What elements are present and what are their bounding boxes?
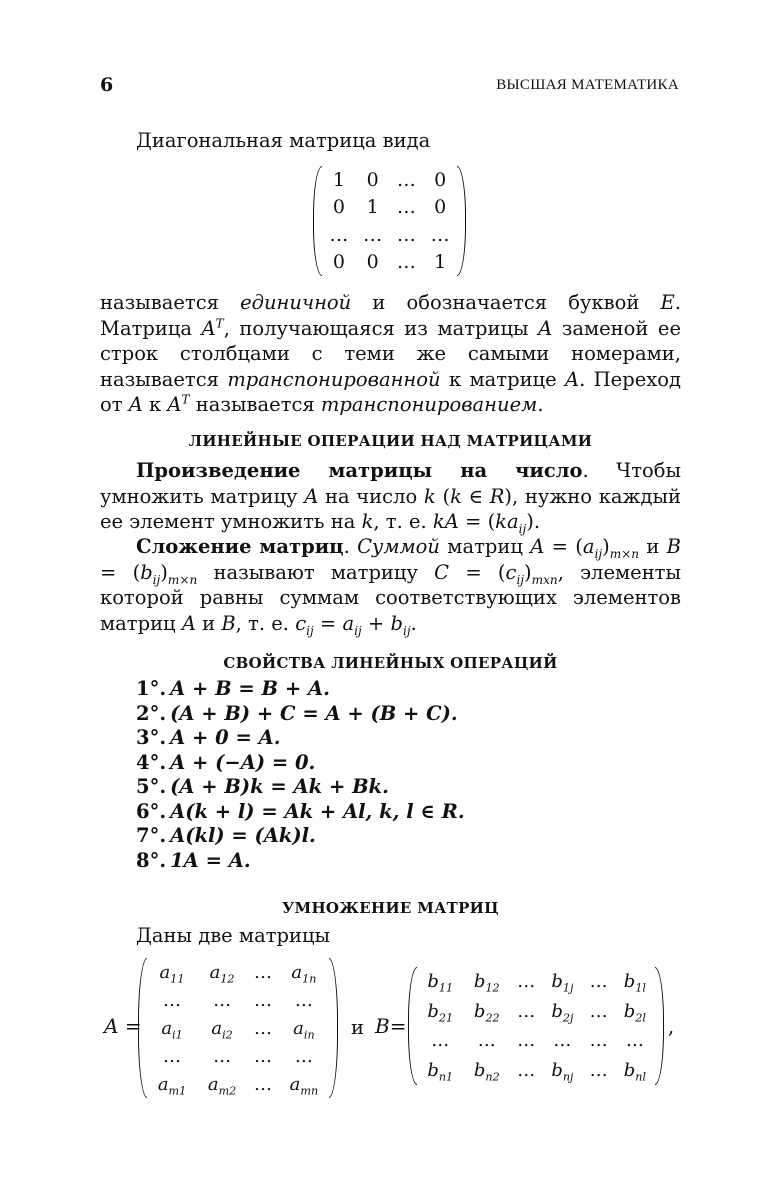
- subscript: ij: [518, 522, 527, 537]
- subscript: ij: [306, 623, 314, 638]
- cell-base: …: [553, 1030, 572, 1052]
- text: ): [524, 560, 532, 584]
- symbol: a: [342, 611, 355, 635]
- symbol: k: [361, 510, 374, 534]
- matrix-cell: [197, 958, 247, 986]
- matrix-cell: …: [396, 251, 416, 274]
- property-item: [136, 726, 465, 751]
- matrix-row: [417, 997, 655, 1027]
- matrix-cell: [279, 1014, 329, 1042]
- matrix-cell: [147, 1042, 197, 1070]
- matrix-cell: [615, 967, 655, 997]
- property-item: [136, 677, 465, 702]
- symbol: A: [167, 393, 182, 417]
- cell-index: m1: [168, 1084, 187, 1098]
- cell-base: a: [289, 1073, 301, 1095]
- matrix-cell: [582, 1056, 614, 1086]
- text: = (: [449, 560, 506, 584]
- matrix-cell: [615, 997, 655, 1027]
- symbol: A: [538, 316, 553, 340]
- matrix-a: [138, 958, 338, 1098]
- text: ), нужно каждый ее элемент умножить на: [100, 484, 682, 534]
- text: ∈: [461, 484, 490, 508]
- symbol: A: [128, 393, 143, 417]
- cell-base: …: [589, 1000, 608, 1022]
- symbol: B: [221, 611, 236, 635]
- term-transposition: транспонированием: [320, 393, 538, 417]
- matrix-row: [147, 1014, 329, 1042]
- text: заменой ее строк столбцами с теми же самыми номерами, называется: [100, 316, 681, 391]
- matrix-cell: [464, 1026, 511, 1056]
- cell-base: a: [293, 1017, 304, 1039]
- cell-base: …: [589, 1059, 608, 1081]
- cell-index: i1: [172, 1028, 183, 1042]
- property-item: [136, 800, 465, 825]
- running-title: ВЫСШАЯ МАТЕМАТИКА: [496, 77, 679, 93]
- matrix-cell: …: [396, 168, 416, 191]
- subscript: m×n: [167, 572, 198, 587]
- cell-index: 2j: [562, 1011, 574, 1025]
- property-item: [136, 751, 465, 776]
- matrix-cell: …: [329, 223, 349, 246]
- page-number: 6: [100, 74, 114, 96]
- cell-index: m2: [218, 1084, 237, 1098]
- cell-index: i2: [222, 1028, 233, 1042]
- equals-sign: =: [124, 1014, 142, 1038]
- symbol: kA: [432, 510, 459, 534]
- property-number: 5°.: [136, 775, 167, 798]
- symbol: b: [140, 560, 153, 584]
- matrix-cell: [582, 997, 614, 1027]
- matrix-cell: [510, 967, 542, 997]
- text: ).: [526, 510, 541, 534]
- cell-index: n2: [485, 1070, 500, 1084]
- property-number: 7°.: [136, 824, 167, 847]
- cell-index: 11: [170, 972, 185, 986]
- term-transposed: транспонированной: [227, 367, 441, 391]
- cell-base: b: [551, 1000, 563, 1022]
- cell-base: …: [517, 1030, 536, 1052]
- identity-matrix: [313, 166, 466, 276]
- text: +: [361, 611, 391, 635]
- bold-term: Сложение матриц: [136, 535, 344, 558]
- text: ): [602, 535, 610, 558]
- cell-index: 12: [220, 972, 235, 986]
- text: на число: [318, 484, 424, 508]
- text: , получающаяся из матрицы: [223, 316, 539, 340]
- text: = (: [544, 535, 583, 558]
- cell-base: …: [213, 1045, 232, 1067]
- property-item: [136, 849, 465, 874]
- text: и: [639, 535, 667, 558]
- symbol: B: [666, 535, 682, 558]
- matrix-cell: [197, 986, 247, 1014]
- property-formula: A + B = B + A.: [170, 677, 330, 700]
- property-formula: (A + B) + C = A + (B + C).: [170, 701, 458, 725]
- cell-base: …: [625, 1030, 644, 1052]
- symbol: A: [565, 367, 580, 391]
- text: . Чтобы умножить матрицу: [100, 459, 682, 508]
- matrix-cell: [197, 1070, 247, 1098]
- paragraph-identity-transpose: [100, 290, 681, 418]
- term-identity: единичной: [240, 291, 352, 314]
- cell-base: …: [517, 1059, 536, 1081]
- cell-index: 1l: [635, 981, 646, 995]
- property-item: [136, 824, 465, 849]
- matrix-row: [147, 986, 329, 1014]
- text: к матрице: [440, 367, 566, 391]
- text: называется: [189, 393, 321, 417]
- identity-matrix-table: [322, 166, 457, 276]
- matrix-row: [322, 221, 457, 249]
- matrix-cell: …: [396, 196, 416, 219]
- cell-base: …: [253, 1017, 272, 1039]
- cell-base: …: [477, 1030, 496, 1052]
- bold-term: Произведение матрицы на число: [136, 459, 583, 482]
- symbol: k: [423, 484, 436, 508]
- matrix-b: [408, 967, 664, 1085]
- text: называется: [100, 291, 241, 314]
- text: к: [142, 393, 168, 417]
- matrix-row: [417, 1056, 655, 1086]
- cell-base: …: [294, 989, 313, 1011]
- term-sum: Суммой: [357, 535, 440, 558]
- matrix-cell: [510, 997, 542, 1027]
- property-number: 2°.: [136, 701, 167, 725]
- matrix-cell: [279, 1042, 329, 1070]
- matrix-row: [147, 1042, 329, 1070]
- matrix-cell: [510, 1026, 542, 1056]
- superscript: T: [181, 392, 190, 407]
- subscript: ij: [152, 572, 161, 587]
- equals-sign: =: [389, 1014, 407, 1038]
- cell-index: in: [303, 1028, 315, 1042]
- matrix-cell: [615, 1056, 655, 1086]
- matrix-row: [417, 967, 655, 997]
- matrix-cell: [147, 1014, 197, 1042]
- text: .: [410, 611, 417, 635]
- symbol: A: [201, 316, 216, 340]
- cell-base: b: [623, 1000, 636, 1022]
- matrix-cell: [542, 997, 582, 1027]
- conjunction: и: [351, 1016, 364, 1039]
- cell-base: …: [163, 989, 182, 1011]
- text: и обозначается буквой: [351, 291, 661, 314]
- cell-base: …: [253, 1073, 272, 1095]
- matrix-b-table: [417, 967, 655, 1085]
- cell-base: …: [163, 1045, 182, 1067]
- cell-base: …: [294, 1045, 313, 1067]
- right-paren: [457, 166, 466, 276]
- matrix-cell: [197, 1042, 247, 1070]
- left-paren: [408, 967, 417, 1085]
- section-heading-properties: СВОЙСТВА ЛИНЕЙНЫХ ОПЕРАЦИЙ: [223, 654, 558, 672]
- cell-base: b: [623, 971, 636, 993]
- matrix-cell: [542, 967, 582, 997]
- matrix-row: [322, 249, 457, 277]
- left-paren: [138, 958, 147, 1098]
- symbol: C: [434, 560, 450, 584]
- matrix-cell: …: [363, 223, 383, 246]
- cell-base: …: [431, 1030, 450, 1052]
- superscript: T: [215, 316, 224, 331]
- intro-text: Диагональная матрица вида: [136, 129, 431, 152]
- property-formula: A(kl) = (Ak)l.: [170, 824, 316, 847]
- text: ): [160, 560, 168, 584]
- paragraph-matrix-addition: [100, 534, 681, 636]
- symbol: A: [530, 535, 545, 558]
- properties-list: [136, 677, 465, 873]
- symbol: c: [505, 560, 517, 584]
- matrix-cell: [542, 1056, 582, 1086]
- matrix-cell: [279, 1070, 329, 1098]
- cell-base: a: [161, 1017, 173, 1039]
- cell-base: b: [473, 1000, 486, 1022]
- cell-index: 21: [438, 1011, 454, 1025]
- matrix-cell: 0: [434, 168, 447, 191]
- cell-base: a: [159, 961, 171, 983]
- cell-index: 12: [485, 981, 500, 995]
- symbol: E: [660, 291, 675, 314]
- subscript: ij: [594, 546, 603, 561]
- matrix-cell: [464, 997, 511, 1027]
- matrix-cell: 1: [366, 196, 379, 219]
- text: = (: [100, 560, 141, 584]
- matrix-cell: [279, 986, 329, 1014]
- paragraph-given-matrices: Даны две матрицы: [136, 924, 331, 947]
- subscript: ij: [354, 623, 362, 638]
- text: и: [195, 611, 222, 635]
- matrix-cell: [147, 1070, 197, 1098]
- matrix-cell: [417, 1026, 464, 1056]
- trailing-comma: ,: [668, 1015, 675, 1038]
- matrix-row: [322, 166, 457, 194]
- subscript: ij: [516, 572, 525, 587]
- matrix-cell: [417, 967, 464, 997]
- property-formula: A(k + l) = Ak + Al, k, l ∈ R.: [170, 799, 465, 823]
- cell-base: …: [253, 1045, 272, 1067]
- cell-index: n1: [438, 1070, 454, 1084]
- cell-base: b: [551, 1059, 563, 1081]
- matrix-cell: [247, 1014, 279, 1042]
- property-item: [136, 702, 465, 727]
- text: называют матрицу: [197, 560, 435, 584]
- matrix-cell: [464, 967, 511, 997]
- symbol: B: [375, 1014, 390, 1038]
- property-number: 8°.: [136, 848, 167, 872]
- property-formula: A + 0 = A.: [170, 726, 281, 749]
- cell-base: b: [473, 1059, 486, 1081]
- text: . Переход от: [100, 367, 681, 417]
- text: .: [343, 535, 358, 558]
- matrix-cell: [279, 958, 329, 986]
- matrix-cell: [247, 1070, 279, 1098]
- cell-index: 1n: [302, 972, 317, 986]
- cell-base: …: [589, 971, 608, 993]
- cell-base: a: [209, 961, 221, 983]
- section-heading-multiplication: УМНОЖЕНИЕ МАТРИЦ: [282, 899, 499, 917]
- subscript: ij: [402, 623, 411, 638]
- property-number: 6°.: [136, 799, 167, 823]
- property-number: 1°.: [136, 677, 167, 700]
- text: (: [435, 484, 451, 508]
- cell-index: mn: [300, 1084, 319, 1098]
- symbol: a: [582, 535, 595, 558]
- matrix-cell: [197, 1014, 247, 1042]
- matrix-cell: [147, 986, 197, 1014]
- subscript: m×n: [609, 546, 640, 561]
- matrix-row: [322, 194, 457, 222]
- cell-base: b: [427, 971, 439, 993]
- text: . Матрица: [100, 291, 681, 340]
- matrix-a-label: [104, 1014, 142, 1038]
- property-formula: 1A = A.: [170, 848, 251, 872]
- matrix-cell: 0: [434, 196, 447, 219]
- matrix-cell: 0: [366, 168, 379, 191]
- cell-base: a: [157, 1073, 169, 1095]
- matrix-row: [147, 958, 329, 986]
- cell-base: b: [623, 1059, 636, 1081]
- matrix-cell: 1: [434, 251, 447, 274]
- cell-base: …: [213, 989, 232, 1011]
- symbol: A: [104, 1014, 119, 1038]
- right-paren: [329, 958, 338, 1098]
- text: , элементы которой равны суммам соответствующих элементов матриц: [100, 560, 681, 635]
- cell-base: a: [291, 961, 303, 983]
- cell-base: b: [551, 971, 563, 993]
- cell-base: …: [589, 1030, 608, 1052]
- cell-base: …: [253, 989, 272, 1011]
- cell-index: nj: [562, 1070, 574, 1084]
- matrix-cell: [417, 1056, 464, 1086]
- matrix-cell: [417, 997, 464, 1027]
- symbol: c: [295, 611, 307, 635]
- matrix-cell: [247, 986, 279, 1014]
- cell-base: b: [427, 1000, 439, 1022]
- paragraph-scalar-multiplication: [100, 458, 681, 535]
- matrix-cell: [615, 1026, 655, 1056]
- text: матриц: [439, 535, 531, 558]
- text: , т. е.: [373, 510, 433, 534]
- cell-index: 2l: [635, 1011, 646, 1025]
- symbol: A: [181, 611, 196, 635]
- cell-base: …: [517, 1000, 536, 1022]
- matrix-cell: …: [430, 223, 450, 246]
- cell-index: 1j: [562, 981, 574, 995]
- matrix-row: [417, 1026, 655, 1056]
- left-paren: [313, 166, 322, 276]
- matrix-cell: [582, 967, 614, 997]
- matrix-cell: [464, 1056, 511, 1086]
- text: =: [313, 611, 343, 635]
- property-formula: (A + B)k = Ak + Bk.: [170, 775, 389, 798]
- symbol: ka: [495, 510, 519, 534]
- text: .: [537, 393, 544, 417]
- cell-base: b: [473, 971, 486, 993]
- cell-base: …: [253, 961, 272, 983]
- matrix-b-label: [375, 1014, 406, 1038]
- symbol: R: [489, 484, 505, 508]
- subscript: mxn: [531, 572, 558, 587]
- right-paren: [655, 967, 664, 1085]
- symbol: A: [304, 484, 319, 508]
- matrix-cell: [542, 1026, 582, 1056]
- section-heading-linear-operations: ЛИНЕЙНЫЕ ОПЕРАЦИИ НАД МАТРИЦАМИ: [188, 432, 593, 450]
- matrix-cell: [147, 958, 197, 986]
- matrix-cell: 1: [332, 168, 345, 191]
- matrix-a-table: [147, 958, 329, 1098]
- property-number: 3°.: [136, 726, 167, 749]
- matrix-cell: [582, 1026, 614, 1056]
- matrix-cell: …: [396, 223, 416, 246]
- property-formula: A + (−A) = 0.: [170, 750, 316, 774]
- matrix-cell: [247, 1042, 279, 1070]
- matrix-cell: 0: [332, 196, 345, 219]
- property-number: 4°.: [136, 750, 167, 774]
- cell-base: a: [211, 1017, 223, 1039]
- matrix-cell: 0: [366, 251, 379, 274]
- matrix-cell: [510, 1056, 542, 1086]
- text: = (: [458, 510, 496, 534]
- symbol: k: [450, 484, 462, 508]
- text: , т. е.: [235, 611, 296, 635]
- matrix-cell: 0: [332, 251, 345, 274]
- matrix-cell: [247, 958, 279, 986]
- cell-index: 11: [438, 981, 454, 995]
- cell-base: b: [427, 1059, 439, 1081]
- symbol: b: [390, 611, 403, 635]
- cell-index: 22: [485, 1011, 500, 1025]
- cell-base: …: [517, 971, 536, 993]
- cell-index: nl: [635, 1070, 647, 1084]
- cell-base: a: [207, 1073, 219, 1095]
- matrix-row: [147, 1070, 329, 1098]
- property-item: [136, 775, 465, 800]
